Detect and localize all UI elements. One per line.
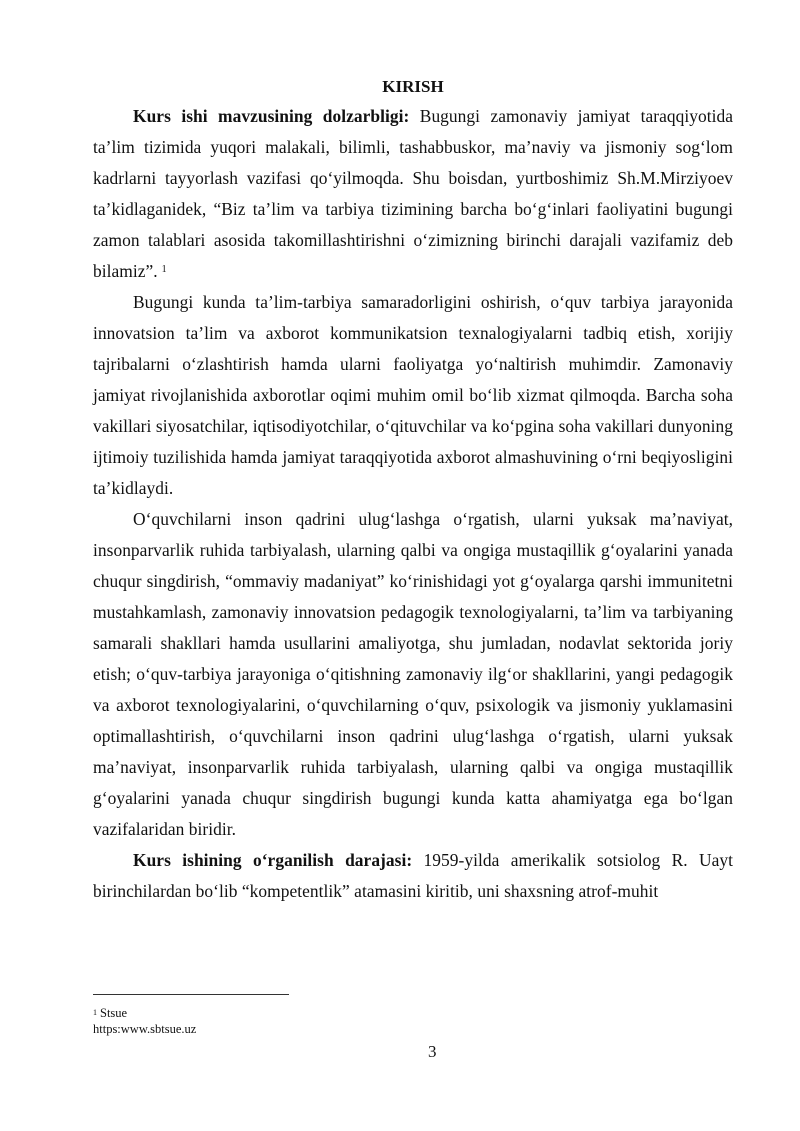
footnote-mark: 1 bbox=[93, 1008, 97, 1017]
footnote-url[interactable]: https:www.sbtsue.uz bbox=[93, 1022, 197, 1036]
paragraph-lead: Kurs ishining o‘rganilish darajasi: bbox=[133, 850, 413, 870]
footnote bbox=[93, 1005, 196, 1037]
page-body bbox=[93, 76, 733, 907]
footnote-separator bbox=[93, 994, 289, 995]
footnote-line-1 bbox=[93, 1005, 196, 1021]
paragraph-relevance bbox=[93, 101, 733, 287]
footnote-source: Stsue bbox=[100, 1006, 128, 1020]
paragraph-study-level bbox=[93, 845, 733, 907]
paragraph-education-efficiency bbox=[93, 287, 733, 504]
paragraph-student-values bbox=[93, 504, 733, 845]
page-number: 3 bbox=[428, 1042, 437, 1061]
section-heading: KIRISH bbox=[382, 77, 444, 96]
paragraph-text: Bugungi kunda ta’lim-tarbiya samaradorligini oshirish, o‘quv tarbiya jarayonida innovatsion ta’lim va axborot kommunikatsion texnalogiyalarni tadbiq etish, xorijiy tajribalarni o‘zlashtirish hamda ularni faoliyatga yo‘naltirish muhimdir. Zamonaviy jamiyat rivojlanishida axborotlar oqimi muhim omil bo‘lib xizmat qilmoqda. Barcha soha vakillari siyosatchilar, iqtisodiyotchilar, o‘qituvchilar va ko‘pgina soha vakillari dunyoning ijtimoiy tuzilishida hamda jamiyat taraqqiyotida axborot almashuvining o‘rni beqiyosligini ta’kidlaydi. bbox=[93, 292, 733, 498]
paragraph-text: Bugungi zamonaviy jamiyat taraqqiyotida ta’lim tizimida yuqori malakali, bilimli, tashabbuskor, ma’naviy va jismoniy sog‘lom kadrlarni tayyorlash vazifasi qo‘yilmoqda. Shu boisdan, yurtboshimiz Sh.M.Mirziyoev ta’kidlaganidek, “Biz ta’lim va tarbiya tizimining barcha bo‘g‘inlari faoliyatini bugungi zamon talablari asosida takomillashtirishni o‘zimizning birinchi darajali vazifamiz deb bilamiz”. bbox=[93, 106, 733, 281]
footnote-reference[interactable]: 1 bbox=[161, 264, 167, 275]
paragraph-lead: Kurs ishi mavzusining dolzarbligi: bbox=[133, 106, 410, 126]
paragraph-text: O‘quvchilarni inson qadrini ulug‘lashga o‘rgatish, ularni yuksak ma’naviyat, insonparvarlik ruhida tarbiyalash, ularning qalbi va ongiga mustaqillik g‘oyalarini yanada chuqur singdirish, “ommaviy madaniyat” ko‘rinishidagi yot g‘oyalarga qarshi immunitetni mustahkamlash, zamonaviy innovatsion pedagogik texnologiyalarni, ta’lim va tarbiyaning samarali shakllari hamda usullarini amaliyotga, shu jumladan, nodavlat sektorida joriy etish; o‘quv-tarbiya jarayoniga o‘qitishning zamonaviy ilg‘or shakllarini, yangi pedagogik va axborot texnologiyalarini, o‘quvchilarning o‘quv, psixologik va jismoniy yuklamasini optimallashtirish, o‘quvchilarni inson qadrini ulug‘lashga o‘rgatish, ularni yuksak ma’naviyat, insonparvarlik ruhida tarbiyalash, ularning qalbi va ongiga mustaqillik g‘oyalarini yanada chuqur singdirish bugungi kunda katta ahamiyatga ega bo‘lgan vazifalaridan biridir. bbox=[93, 509, 733, 839]
paragraph-text: 1959-yilda amerikalik sotsiolog R. Uayt birinchilardan bo‘lib “kompetentlik” atamasini kiritib, uni shaxsning atrof-muhit bbox=[93, 850, 734, 901]
